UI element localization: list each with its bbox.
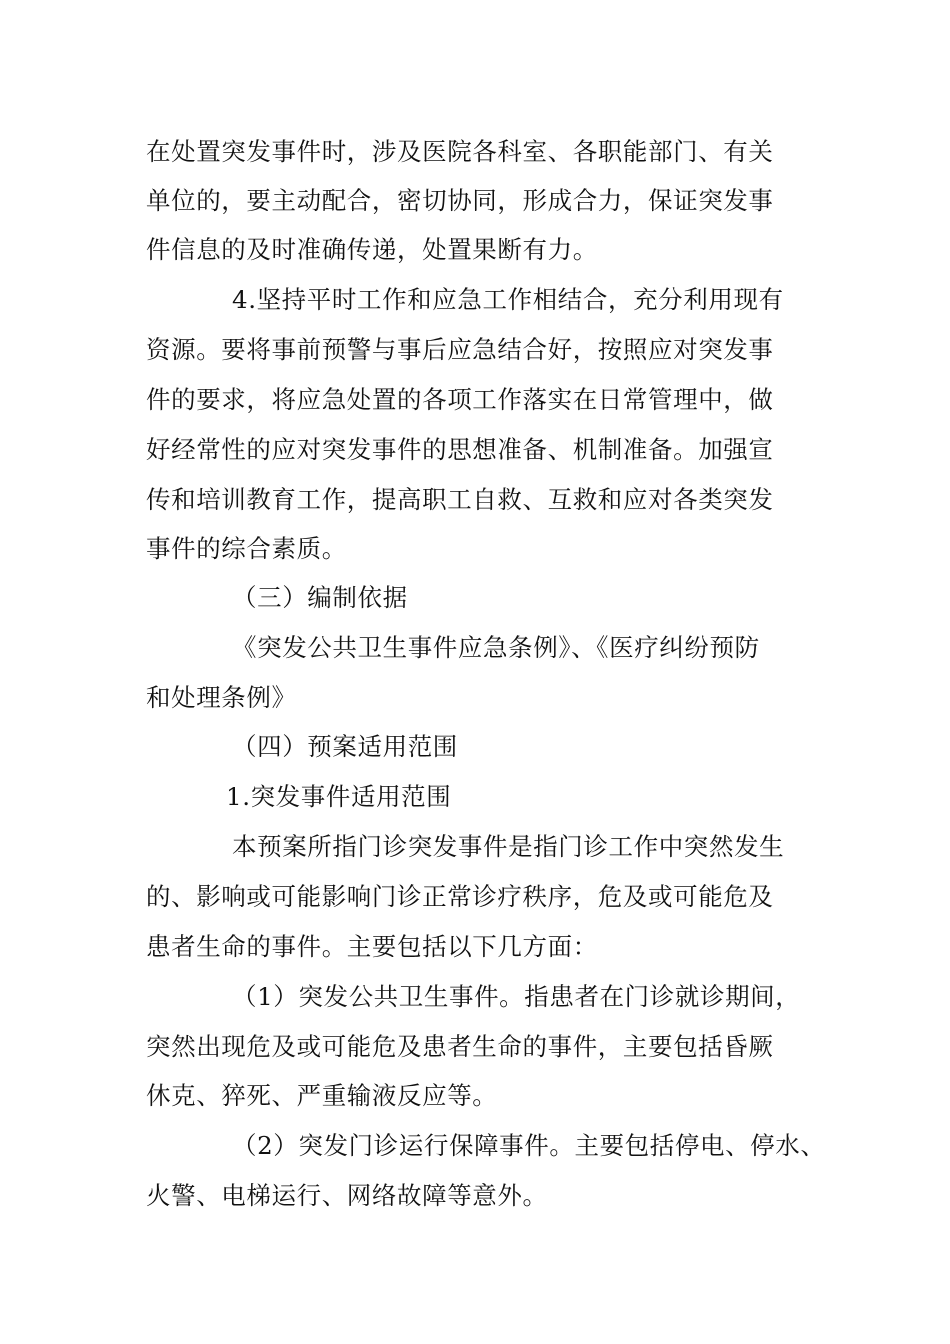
paragraph-line: 件信息的及时准确传递，处置果断有力。 bbox=[146, 235, 598, 264]
paragraph-line: 火警、电梯运行、网络故障等意外。 bbox=[146, 1181, 548, 1210]
paragraph-line: 患者生命的事件。主要包括以下几方面： bbox=[146, 932, 598, 961]
paragraph-line: 本预案所指门诊突发事件是指门诊工作中突然发生 bbox=[232, 832, 785, 861]
paragraph-line: 和处理条例》 bbox=[146, 683, 297, 712]
section-heading: （三）编制依据 bbox=[232, 583, 408, 612]
paragraph-line: 在处置突发事件时，涉及医院各科室、各职能部门、有关 bbox=[146, 137, 774, 166]
paragraph-line: 休克、猝死、严重输液反应等。 bbox=[146, 1081, 498, 1110]
paragraph-line: 资源。要将事前预警与事后应急结合好，按照应对突发事 bbox=[146, 335, 774, 364]
paragraph-line: 突然出现危及或可能危及患者生命的事件，主要包括昏厥 bbox=[146, 1032, 774, 1061]
paragraph-line: 《突发公共卫生事件应急条例》、《医疗纠纷预防 bbox=[232, 633, 760, 662]
paragraph-line: 件的要求，将应急处置的各项工作落实在日常管理中，做 bbox=[146, 385, 774, 414]
section-heading: （四）预案适用范围 bbox=[232, 732, 458, 761]
paragraph-line: 好经常性的应对突发事件的思想准备、机制准备。加强宣 bbox=[146, 435, 774, 464]
subsection-heading: 1.突发事件适用范围 bbox=[226, 782, 452, 811]
paragraph-line: 4.坚持平时工作和应急工作相结合，充分利用现有 bbox=[232, 285, 784, 314]
paragraph-line: 事件的综合素质。 bbox=[146, 534, 347, 563]
paragraph-line: （1）突发公共卫生事件。指患者在门诊就诊期间， bbox=[232, 982, 801, 1011]
paragraph-line: 单位的，要主动配合，密切协同，形成合力，保证突发事 bbox=[146, 186, 774, 215]
paragraph-line: （2）突发门诊运行保障事件。主要包括停电、停水、 bbox=[232, 1131, 826, 1160]
paragraph-line: 传和培训教育工作，提高职工自救、互救和应对各类突发 bbox=[146, 485, 774, 514]
paragraph-line: 的、影响或可能影响门诊正常诊疗秩序，危及或可能危及 bbox=[146, 882, 774, 911]
